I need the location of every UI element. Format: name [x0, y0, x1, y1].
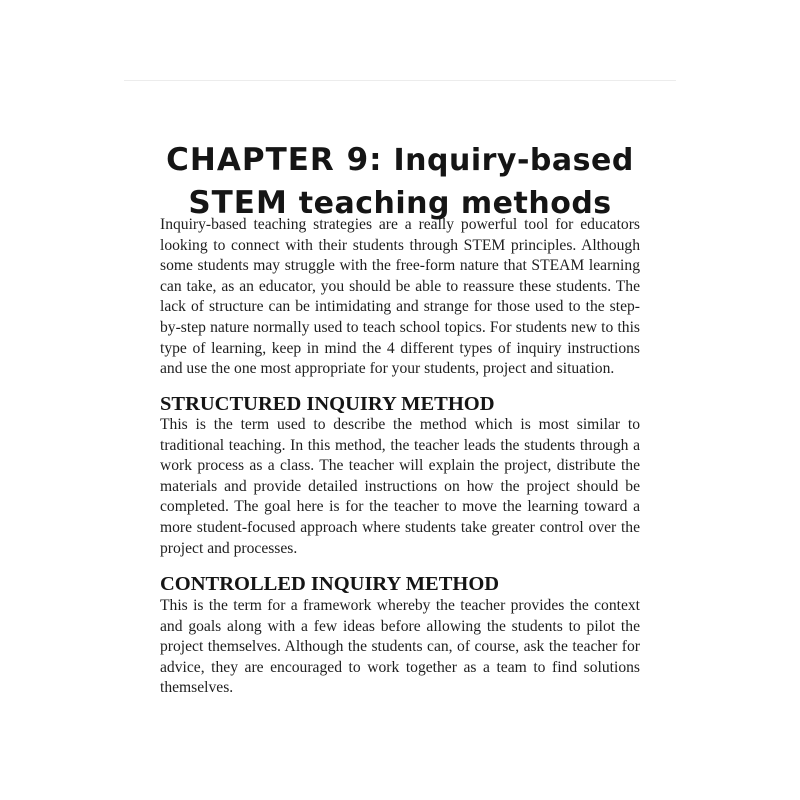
chapter-title-text-2: teaching methods: [298, 186, 612, 222]
intro-paragraph: Inquiry-based teaching strategies are a really powerful tool for educators looking to connect with their students through STEM principles. Although some students may struggle with the free-form nature that STEAM learning can take, as an educator, you should be able to reassure these students. The lack of structure can be intimidating and strange for those used to the step-by-step nature normally used to teach school topics. For students new to this type of learning, keep in mind the 4 different types of inquiry instructions and use the one most appropriate for your students, project and situation.: [160, 216, 640, 378]
chapter-title-text-1: Inquiry-based: [393, 143, 634, 179]
section-body-structured: This is the term used to describe the method which is most similar to traditional teaching. In this method, the teacher leads the students through a work process as a class. The teacher will explain the project, distribute the materials and provide detailed instructions on how the project should be completed. The goal here is for the teacher to move the learning toward a more student-focused approach where students take greater control over the project and processes.: [160, 416, 640, 557]
chapter-number: CHAPTER 9:: [166, 142, 383, 179]
section-heading-controlled: CONTROLLED INQUIRY METHOD: [160, 573, 500, 595]
chapter-title-line-1: [160, 139, 640, 182]
section-heading-structured: STRUCTURED INQUIRY METHOD: [160, 393, 495, 415]
chapter-title-stem: STEM: [188, 185, 288, 222]
chapter-title: [160, 139, 640, 225]
section-body-controlled: This is the term for a framework whereby the teacher provides the context and goals along with a few ideas before allowing the students to pilot the project themselves. Although the students can, of course, ask the teacher for advice, they are encouraged to work together as a team to find solutions themselves.: [160, 597, 640, 697]
top-divider: [124, 80, 676, 81]
